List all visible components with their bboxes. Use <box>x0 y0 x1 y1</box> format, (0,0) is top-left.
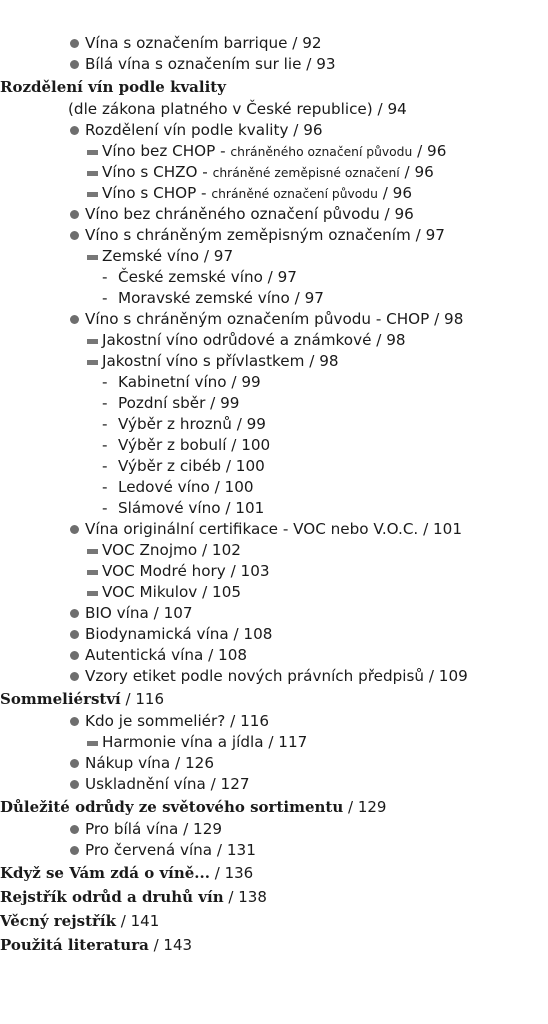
toc-entry-subtitle: chráněné označení původu <box>211 187 378 201</box>
toc-entry <box>0 141 548 162</box>
toc-page-number: / 96 <box>399 163 434 181</box>
toc-entry-title: (dle zákona platného v České republice) / 94 <box>68 100 407 118</box>
toc-page-number: / 138 <box>223 888 267 906</box>
toc-entry-text <box>102 246 233 267</box>
toc-entry-text <box>102 561 270 582</box>
bullet-icon <box>70 780 79 789</box>
dash-bullet-icon <box>87 192 98 197</box>
toc-entry-title: Biodynamická vína / 108 <box>85 625 273 643</box>
toc-entry <box>0 540 548 561</box>
toc-entry <box>0 309 548 330</box>
toc-entry <box>0 414 548 435</box>
toc-entry <box>0 330 548 351</box>
hyphen-bullet-icon: - <box>102 415 108 433</box>
toc-entry-text <box>102 732 307 753</box>
toc-entry <box>0 711 548 732</box>
toc-page-number: / 96 <box>377 184 413 202</box>
toc-entry <box>0 477 548 498</box>
toc-entry <box>0 666 548 687</box>
toc-entry-text <box>102 183 412 205</box>
toc-entry-text <box>85 309 463 330</box>
toc-entry-text <box>118 288 324 309</box>
toc-entry-text <box>118 393 239 414</box>
hyphen-bullet-icon: - <box>102 289 108 307</box>
bullet-icon <box>70 231 79 240</box>
hyphen-bullet-icon: - <box>102 268 108 286</box>
toc-heading <box>0 933 548 957</box>
bullet-icon <box>70 315 79 324</box>
toc-entry-text <box>102 351 339 372</box>
toc-heading <box>0 861 548 885</box>
bullet-icon <box>70 651 79 660</box>
toc-entry-text <box>0 75 226 99</box>
toc-entry-title: Pozdní sběr / 99 <box>118 394 240 412</box>
toc-page-number: / 96 <box>412 142 447 160</box>
toc-entry-title: Moravské zemské víno / 97 <box>118 289 324 307</box>
toc-entry-title: Autentická vína / 108 <box>85 646 248 664</box>
toc-entry-text <box>85 624 272 645</box>
toc-page-number: / 136 <box>209 864 254 882</box>
dash-bullet-icon <box>87 741 98 746</box>
toc-entry-title: Víno s CHZO - <box>102 163 213 181</box>
bullet-icon <box>70 126 79 135</box>
toc-entry <box>0 561 548 582</box>
toc-entry-title: Použitá literatura <box>0 936 149 954</box>
dash-bullet-icon <box>87 255 98 260</box>
toc-page-number: / 116 <box>120 690 164 708</box>
toc-entry <box>0 351 548 372</box>
hyphen-bullet-icon: - <box>102 499 108 517</box>
hyphen-bullet-icon: - <box>102 457 108 475</box>
toc-entry-title: Víno s CHOP - <box>102 184 212 202</box>
toc-entry-subtitle: chráněného označení původu <box>230 145 413 159</box>
toc-entry-title: Bílá vína s označením sur lie / 93 <box>85 55 336 73</box>
dash-bullet-icon <box>87 591 98 596</box>
toc-entry-title: Harmonie vína a jídla / 117 <box>102 733 308 751</box>
toc-entry <box>0 435 548 456</box>
toc-entry-text <box>118 267 297 288</box>
toc-entry <box>0 519 548 540</box>
toc-entry-text <box>85 54 336 75</box>
dash-bullet-icon <box>87 549 98 554</box>
toc-entry <box>0 603 548 624</box>
toc-entry-text <box>85 603 193 624</box>
toc-entry-text <box>85 666 468 687</box>
hyphen-bullet-icon: - <box>102 373 108 391</box>
hyphen-bullet-icon: - <box>102 436 108 454</box>
toc-entry <box>0 162 548 183</box>
hyphen-bullet-icon: - <box>102 394 108 412</box>
hyphen-bullet-icon: - <box>102 478 108 496</box>
toc-entry <box>0 120 548 141</box>
toc-entry-text <box>85 774 250 795</box>
toc-entry <box>0 624 548 645</box>
toc-entry-title: České zemské víno / 97 <box>118 268 297 286</box>
toc-entry-text <box>102 162 434 184</box>
toc-heading <box>0 99 548 120</box>
bullet-icon <box>70 525 79 534</box>
toc-entry-text <box>0 795 386 819</box>
toc-entry-title: Rejstřík odrůd a druhů vín <box>0 888 224 906</box>
toc-entry-text <box>85 120 323 141</box>
toc-heading <box>0 795 548 819</box>
toc-entry-title: Kdo je sommeliér? / 116 <box>85 712 270 730</box>
toc-entry-text <box>118 456 265 477</box>
toc-entry-subtitle: chráněné zeměpisné označení <box>212 166 400 180</box>
toc-entry-text <box>118 435 270 456</box>
bullet-icon <box>70 630 79 639</box>
bullet-icon <box>70 609 79 618</box>
toc-entry-title: Výběr z bobulí / 100 <box>118 436 271 454</box>
bullet-icon <box>70 846 79 855</box>
bullet-icon <box>70 672 79 681</box>
toc-entry <box>0 819 548 840</box>
toc-entry-text <box>118 477 254 498</box>
toc-entry <box>0 393 548 414</box>
toc-entry-text <box>102 330 406 351</box>
toc-entry-title: Uskladnění vína / 127 <box>85 775 250 793</box>
toc-entry-text <box>118 372 261 393</box>
toc-entry <box>0 753 548 774</box>
toc-entry-title: Rozdělení vín podle kvality <box>0 78 226 96</box>
toc-entry <box>0 840 548 861</box>
toc-page-number: / 143 <box>148 936 193 954</box>
toc-entry <box>0 582 548 603</box>
toc-entry-text <box>85 819 222 840</box>
toc-entry-title: Výběr z cibéb / 100 <box>118 457 265 475</box>
toc-entry-title: Sommeliérství <box>0 690 121 708</box>
toc-entry-title: Víno bez chráněného označení původu / 96 <box>85 205 414 223</box>
toc-entry <box>0 267 548 288</box>
dash-bullet-icon <box>87 570 98 575</box>
toc-entry-title: Když se Vám zdá o víně... <box>0 864 210 882</box>
toc-entry <box>0 498 548 519</box>
bullet-icon <box>70 39 79 48</box>
toc-entry-title: BIO vína / 107 <box>85 604 193 622</box>
toc-entry-text <box>0 861 253 885</box>
bullet-icon <box>70 759 79 768</box>
toc-entry <box>0 288 548 309</box>
bullet-icon <box>70 210 79 219</box>
toc-heading <box>0 909 548 933</box>
toc-entry-title: Rozdělení vín podle kvality / 96 <box>85 121 323 139</box>
table-of-contents <box>0 33 548 957</box>
toc-entry-title: Vzory etiket podle nových právních předpisů / 109 <box>85 667 468 685</box>
dash-bullet-icon <box>87 360 98 365</box>
toc-entry-title: VOC Mikulov / 105 <box>102 583 242 601</box>
toc-entry <box>0 246 548 267</box>
toc-entry-title: Víno s chráněným označením původu - CHOP / 98 <box>85 310 464 328</box>
toc-entry-text <box>85 519 462 540</box>
toc-entry-title: Slámové víno / 101 <box>118 499 265 517</box>
toc-entry-text <box>102 582 241 603</box>
toc-entry-text <box>68 99 407 120</box>
dash-bullet-icon <box>87 339 98 344</box>
bullet-icon <box>70 60 79 69</box>
toc-entry-text <box>118 498 264 519</box>
toc-entry-title: Kabinetní víno / 99 <box>118 373 261 391</box>
toc-entry-title: Důležité odrůdy ze světového sortimentu <box>0 798 344 816</box>
toc-heading <box>0 687 548 711</box>
dash-bullet-icon <box>87 171 98 176</box>
toc-entry-text <box>85 33 322 54</box>
toc-entry-title: Jakostní víno odrůdové a známkové / 98 <box>102 331 406 349</box>
bullet-icon <box>70 717 79 726</box>
toc-entry <box>0 456 548 477</box>
toc-entry-title: Výběr z hroznů / 99 <box>118 415 266 433</box>
toc-entry-text <box>0 933 192 957</box>
toc-entry <box>0 774 548 795</box>
toc-entry-title: Vína s označením barrique / 92 <box>85 34 322 52</box>
toc-entry-text <box>102 141 446 163</box>
toc-entry <box>0 204 548 225</box>
toc-entry <box>0 732 548 753</box>
toc-entry-text <box>0 909 159 933</box>
toc-entry <box>0 372 548 393</box>
toc-entry-text <box>118 414 266 435</box>
toc-entry-title: Pro červená vína / 131 <box>85 841 256 859</box>
toc-entry-text <box>85 753 214 774</box>
toc-entry-title: Jakostní víno s přívlastkem / 98 <box>102 352 339 370</box>
toc-entry-text <box>102 540 241 561</box>
toc-entry-title: Vína originální certifikace - VOC nebo V.O.C. / 101 <box>85 520 463 538</box>
toc-entry <box>0 33 548 54</box>
toc-entry <box>0 183 548 204</box>
toc-heading <box>0 75 548 99</box>
toc-entry-title: Nákup vína / 126 <box>85 754 214 772</box>
toc-entry-title: Víno bez CHOP - <box>102 142 231 160</box>
toc-entry-text <box>85 204 414 225</box>
toc-entry-text <box>0 687 164 711</box>
toc-entry <box>0 225 548 246</box>
toc-entry-title: Pro bílá vína / 129 <box>85 820 223 838</box>
toc-entry-title: VOC Modré hory / 103 <box>102 562 270 580</box>
toc-page-number: / 141 <box>116 912 160 930</box>
toc-entry-title: Ledové víno / 100 <box>118 478 254 496</box>
toc-entry-title: Víno s chráněným zeměpisným označením / 97 <box>85 226 445 244</box>
toc-entry-text <box>85 711 269 732</box>
toc-entry-title: VOC Znojmo / 102 <box>102 541 241 559</box>
toc-entry <box>0 645 548 666</box>
toc-entry <box>0 54 548 75</box>
toc-entry-title: Zemské víno / 97 <box>102 247 234 265</box>
toc-entry-text <box>85 225 445 246</box>
toc-entry-title: Věcný rejstřík <box>0 912 117 930</box>
bullet-icon <box>70 825 79 834</box>
dash-bullet-icon <box>87 150 98 155</box>
toc-entry-text <box>0 885 267 909</box>
toc-page-number: / 129 <box>343 798 387 816</box>
toc-entry-text <box>85 840 256 861</box>
toc-entry-text <box>85 645 247 666</box>
toc-heading <box>0 885 548 909</box>
